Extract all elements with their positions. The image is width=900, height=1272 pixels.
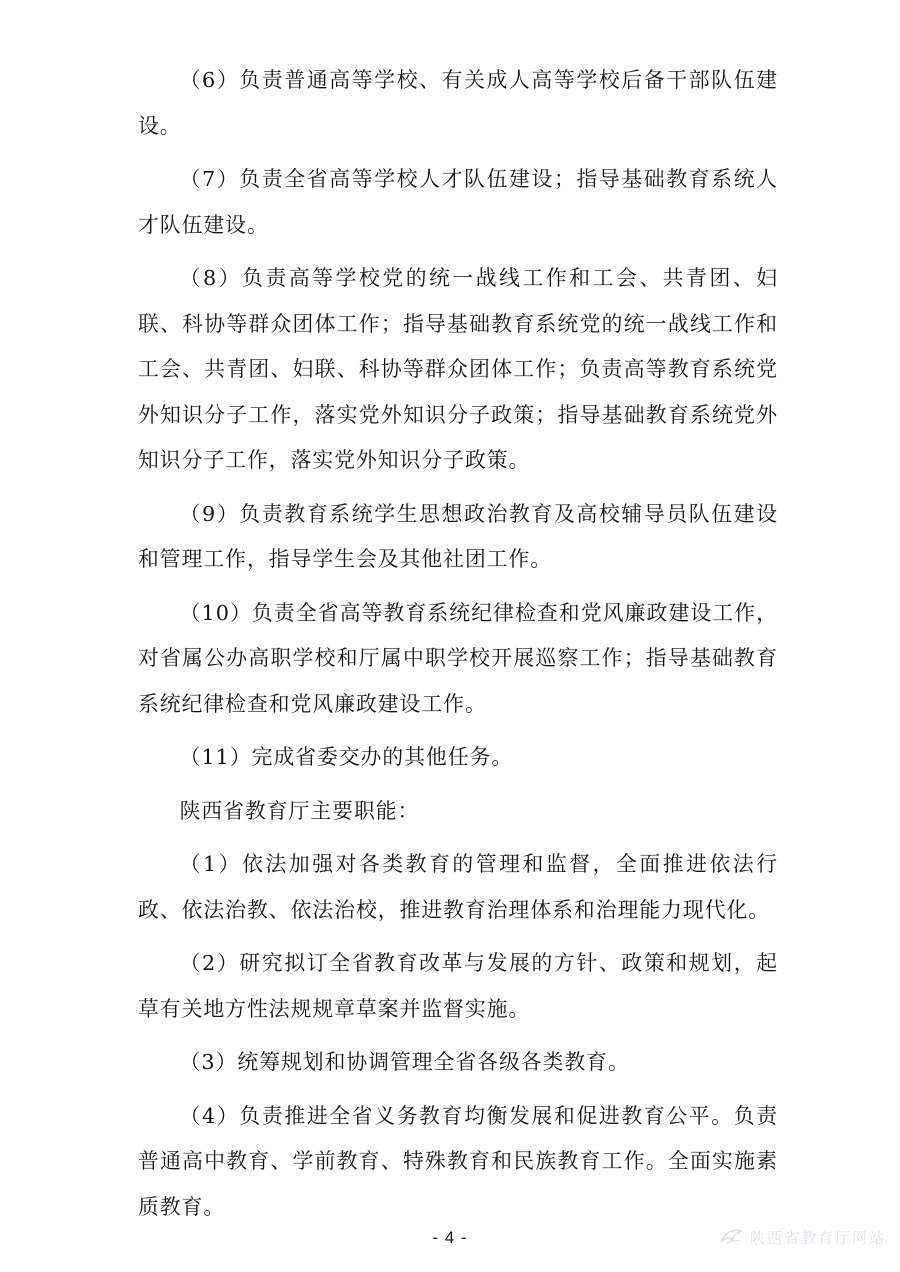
section-heading: 陕西省教育厅主要职能： bbox=[179, 798, 420, 823]
site-watermark bbox=[718, 1226, 886, 1248]
document-body bbox=[138, 58, 778, 1238]
page-number: - 4 - bbox=[432, 1228, 468, 1247]
paragraph-item-8: （8）负责高等学校党的统一战线工作和工会、共青团、妇联、科协等群众团体工作；指导基础教育系统党的统一战线工作和工会、共青团、妇联、科协等群众团体工作；负责高等教育系统党外知识分子工作，落实党外知识分子政策；指导基础教育系统党外知识分子工作，落实党外知识分子政策。 bbox=[138, 266, 778, 472]
bird-logo-icon bbox=[718, 1226, 744, 1248]
paragraph-item-9: （9）负责教育系统学生思想政治教育及高校辅导员队伍建设和管理工作，指导学生会及其他社团工作。 bbox=[138, 501, 778, 571]
function-item-2: （2）研究拟订全省教育改革与发展的方针、政策和规划，起草有关地方性法规规章草案并监督实施。 bbox=[138, 951, 778, 1021]
paragraph-item-7: （7）负责全省高等学校人才队伍建设；指导基础教育系统人才队伍建设。 bbox=[138, 167, 778, 237]
function-item-3: （3）统筹规划和协调管理全省各级各类教育。 bbox=[179, 1050, 630, 1074]
function-item-4: （4）负责推进全省义务教育均衡发展和促进教育公平。负责普通高中教育、学前教育、特殊教育和民族教育工作。全面实施素质教育。 bbox=[138, 1103, 778, 1219]
function-item-1: （1）依法加强对各类教育的管理和监督，全面推进依法行政、依法治教、依法治校，推进教育治理体系和治理能力现代化。 bbox=[138, 852, 778, 922]
paragraph-item-11: （11）完成省委交办的其他任务。 bbox=[179, 745, 514, 769]
watermark-text: 陕西省教育厅网站 bbox=[749, 1228, 886, 1247]
paragraph-item-10: （10）负责全省高等教育系统纪律检查和党风廉政建设工作，对省属公办高职学校和厅属中职学校开展巡察工作；指导基础教育系统纪律检查和党风廉政建设工作。 bbox=[138, 600, 778, 716]
paragraph-item-6: （6）负责普通高等学校、有关成人高等学校后备干部队伍建设。 bbox=[138, 68, 778, 138]
